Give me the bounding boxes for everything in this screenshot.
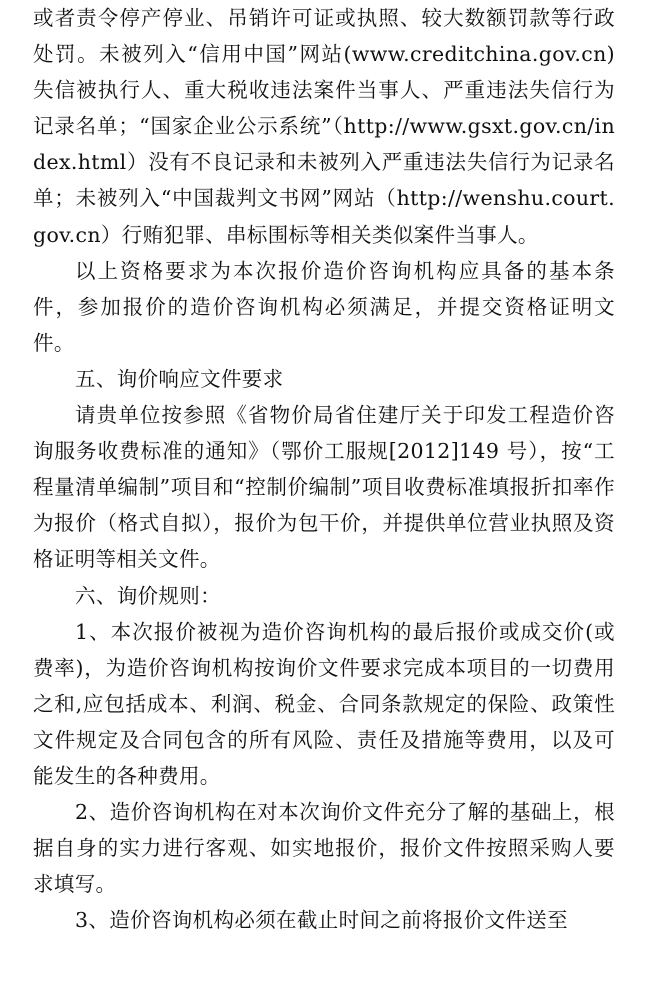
paragraph-response-requirements: 请贵单位按参照《省物价局省住建厅关于印发工程造价咨询服务收费标准的通知》（鄂价工服规[2012]149 号），按“工程量清单编制”项目和“控制价编制”项目收费标准填报折扣率作为报价（格式自拟），报价为包干价，并提供单位营业执照及资格证明等相关文件。 [33, 403, 615, 572]
paragraph-rule-2: 2、造价咨询机构在对本次询价文件充分了解的基础上，根据自身的实力进行客观、如实地报价，报价文件按照采购人要求填写。 [33, 800, 615, 897]
section-heading-inquiry-rules: 六、询价规则： [75, 583, 221, 608]
paragraph-qualification-continued: 或者责令停产停业、吊销许可证或执照、较大数额罚款等行政处罚。未被列入“信用中国”网站(www.creditchina.gov.cn)失信被执行人、重大税收违法案件当事人、严重违法失信行为记录名单；“国家企业公示系统”（http://www.gsxt.gov.cn/index.html）没有不良记录和未被列入严重违法失信行为记录名单；未被列入“中国裁判文书网”网站（http://wenshu.court.gov.cn）行贿犯罪、串标围标等相关类似案件当事人。 [33, 6, 615, 247]
paragraph-qualification-summary: 以上资格要求为本次报价造价咨询机构应具备的基本条件，参加报价的造价咨询机构必须满足，并提交资格证明文件。 [33, 258, 615, 355]
document-page [33, 0, 615, 938]
paragraph-rule-1: 1、本次报价被视为造价咨询机构的最后报价或成交价(或费率)，为造价咨询机构按询价文件要求完成本项目的一切费用之和,应包括成本、利润、税金、合同条款规定的保险、政策性文件规定及合同包含的所有风险、责任及措施等费用，以及可能发生的各种费用。 [33, 619, 615, 788]
section-heading-response-requirements: 五、询价响应文件要求 [75, 366, 284, 391]
paragraph-rule-3: 3、造价咨询机构必须在截止时间之前将报价文件送至 [75, 908, 568, 933]
